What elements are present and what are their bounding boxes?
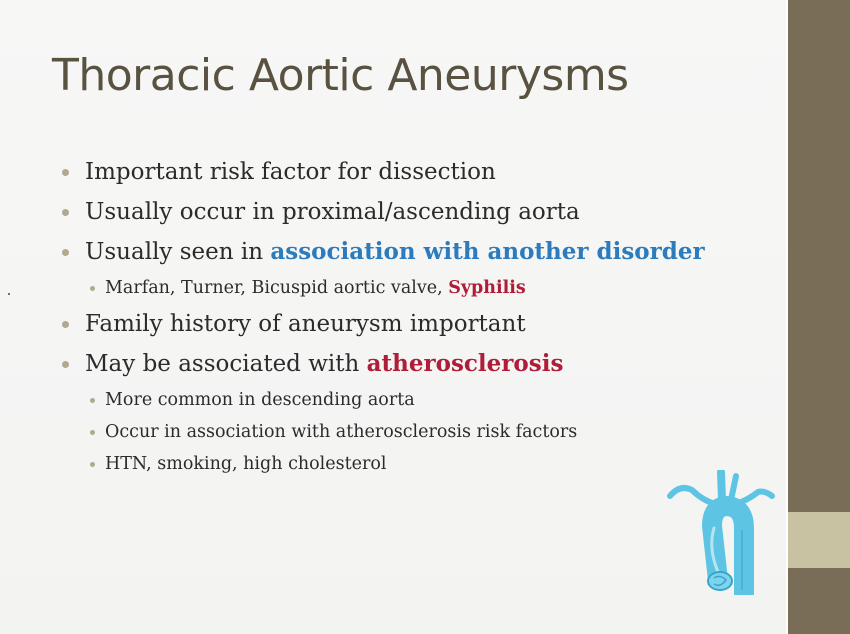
- slide-title: Thoracic Aortic Aneurysms: [52, 50, 629, 101]
- bullet-item: [60, 232, 775, 272]
- bullet-highlight-blue: association with another disorder: [270, 238, 705, 265]
- sub-bullet-item: [60, 416, 775, 448]
- stray-dot: [8, 293, 10, 295]
- bullet-highlight-red: Syphilis: [448, 278, 526, 298]
- bullet-text-plain: Marfan, Turner, Bicuspid aortic valve,: [105, 278, 449, 298]
- bullet-highlight-red: atherosclerosis: [366, 350, 564, 377]
- bullet-dot-icon: [62, 209, 69, 216]
- aortic-arch-icon: [666, 470, 776, 595]
- sub-bullet-dot-icon: [90, 462, 95, 467]
- sidebar-accent-block: [788, 512, 850, 568]
- bullet-text-plain: Usually seen in: [85, 239, 271, 265]
- bullet-text: More common in descending aorta: [105, 390, 415, 410]
- bullet-item: [60, 152, 775, 192]
- sub-bullet-dot-icon: [90, 430, 95, 435]
- bullet-item: [60, 304, 775, 344]
- bullet-text: Family history of aneurysm important: [85, 311, 526, 337]
- bullet-text: [85, 232, 705, 272]
- sub-bullet-item: [60, 272, 775, 304]
- bullet-item: [60, 344, 775, 384]
- sub-bullet-dot-icon: [90, 286, 95, 291]
- bullet-text: Usually occur in proximal/ascending aorta: [85, 199, 580, 225]
- sub-bullet-item: [60, 384, 775, 416]
- bullet-text: HTN, smoking, high cholesterol: [105, 454, 387, 474]
- bullet-text: [85, 344, 563, 384]
- bullet-text: [105, 272, 526, 304]
- bullet-dot-icon: [62, 361, 69, 368]
- bullet-text-plain: May be associated with: [85, 351, 367, 377]
- bullet-text: Occur in association with atherosclerosis risk factors: [105, 422, 578, 442]
- bullet-item: [60, 192, 775, 232]
- bullet-text: Important risk factor for dissection: [85, 159, 496, 185]
- bullet-dot-icon: [62, 169, 69, 176]
- bullet-dot-icon: [62, 249, 69, 256]
- sub-bullet-dot-icon: [90, 398, 95, 403]
- bullet-list: [60, 152, 775, 480]
- bullet-dot-icon: [62, 321, 69, 328]
